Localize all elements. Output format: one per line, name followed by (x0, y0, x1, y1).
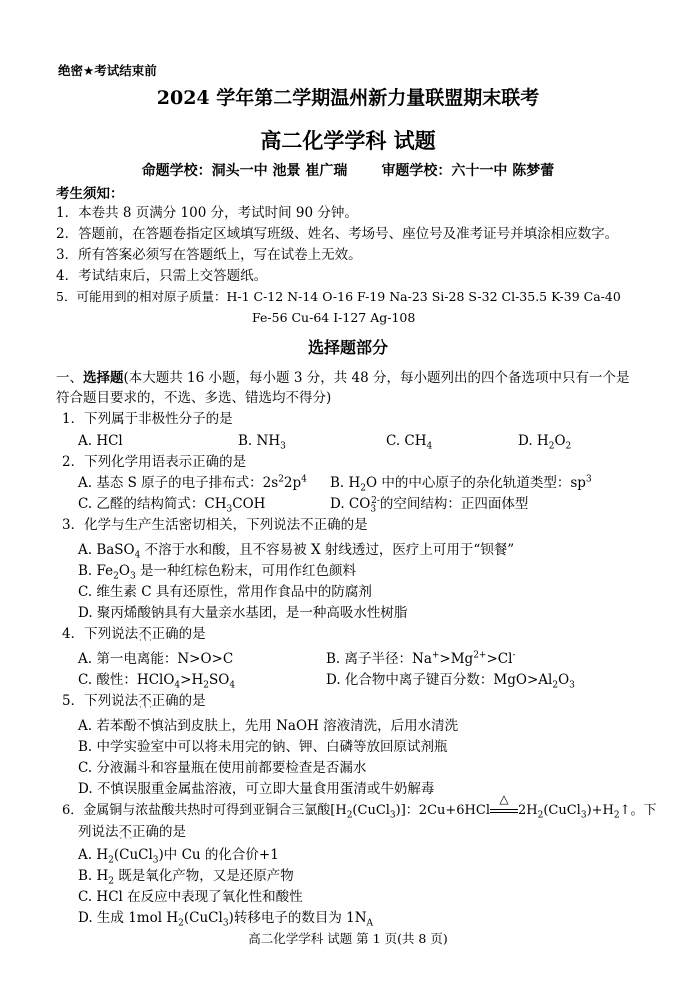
q3-option-d: D. 聚丙烯酸钠具有大量亲水基团，是一种高吸水性树脂 (78, 605, 408, 621)
q6-option-a: A. $H_2(CuCl_3)$中 Cu 的化合价+1 (78, 847, 279, 866)
notice-item-5-cont: Fe-56 Cu-64 I-127 Ag-108 (252, 310, 416, 325)
q6-option-c: C. HCl 在反应中表现了氧化性和酸性 (78, 889, 303, 905)
q1-option-a: A. HCl (78, 433, 123, 449)
q2-option-c: C. 乙醛的结构简式：$CH_3COH$ (78, 496, 266, 515)
q4-emphasis: 不正确 · · · (138, 625, 179, 643)
q6-stem: 6．金属铜与浓盐酸共热时可得到亚铜合三氯酸$[H_2(CuCl_3)]$：2Cu+6HCl △ $2H_2(CuCl_3)+H_2↑$。下 (62, 792, 657, 821)
notice-heading: 考生须知： (56, 186, 124, 202)
q1-stem: 1．下列属于非极性分子的是 (62, 411, 233, 427)
notice-item-2: 2．答题前，在答题卷指定区域填写班级、姓名、考场号、座位号及准考证号并填涂相应数字。 (56, 226, 619, 242)
q1-option-d: D. $H_2O_2$ (518, 433, 572, 452)
q5-emphasis: 不正确 · · · (138, 692, 179, 710)
notice-item-5: 5．可能用到的相对原子质量：H-1 C-12 N-14 O-16 F-19 Na-23 Si-28 S-32 Cl-35.5 K-39 Ca-40 (56, 289, 621, 304)
q4-stem: 4．下列说法不正确 · · ·的是 (62, 625, 206, 643)
q6-option-d: D. 生成 1mol $H_2(CuCl_3)$转移电子的数目为 $1N_A$ (78, 910, 374, 929)
q6-option-b: B. $H_2$ 既是氧化产物，又是还原产物 (78, 868, 294, 887)
q3-stem: 3．化学与生产生活密切相关，下列说法不正确的是 (62, 517, 368, 533)
part1-intro: 一、选择题(本大题共 16 小题，每小题 3 分，共 48 分，每小题列出的四个备选项中只有一个是 (56, 370, 630, 386)
exam-title: 2024 学年第二学期温州新力量联盟期末联考 (156, 87, 540, 109)
q4-option-d: D. 化合物中离子键百分数：$MgO>Al_2O_3$ (326, 672, 575, 691)
q1-option-b: B. $NH_3$ (238, 433, 286, 452)
q6-stem-cont: 列说法不正确 · · ·的是 (78, 823, 186, 841)
q3-option-c: C. 维生素 C 具有还原性，常用作食品中的防腐剂 (78, 584, 372, 600)
q4-option-a: A. 第一电离能：N>O>C (78, 651, 234, 667)
part1-bold: 选择题 (83, 370, 124, 386)
q2-option-d: D. $CO_3^{2-}$的空间结构：正四面体型 (330, 495, 529, 515)
q2-option-a: A. 基态 S 原子的电子排布式：$2s^22p^4$ (78, 474, 307, 491)
exam-subtitle: 高二化学学科 试题 (260, 128, 436, 153)
q5-stem: 5．下列说法不正确 · · ·的是 (62, 692, 206, 710)
q4-option-b: B. 离子半径：$Na^+>Mg^{2+}>Cl^-$ (326, 650, 516, 667)
q5-option-a: A. 若苯酚不慎沾到皮肤上，先用 NaOH 溶液清洗，后用水清洗 (78, 718, 459, 734)
author-left: 命题学校：洞头一中 池景 崔广瑞 (141, 163, 348, 179)
q6-emphasis: 不正确 · · · (119, 823, 160, 841)
q2-option-b: B. $H_2O$ 中的中心原子的杂化轨道类型：$sp^3$ (330, 474, 592, 494)
q3-option-b: B. $Fe_2O_3$ 是一种红棕色粉末，可用作红色颜料 (78, 563, 356, 582)
author-right: 审题学校：六十一中 陈梦蕾 (381, 163, 555, 179)
page-footer: 高二化学学科 试题 第 1 页(共 8 页) (248, 931, 448, 946)
q3-option-a: A. BaSO$_4$ 不溶于水和酸，且不容易被 X 射线透过，医疗上可用于“钡餐” (78, 542, 515, 561)
q1-option-c: C. $CH_4$ (386, 433, 433, 452)
secret-label: 绝密★考试结束前 (58, 63, 157, 78)
q5-option-c: C. 分液漏斗和容量瓶在使用前都要检查是否漏水 (78, 760, 367, 776)
q5-option-d: D. 不慎误服重金属盐溶液，可立即大量食用蛋清或牛奶解毒 (78, 781, 435, 797)
part1-intro-cont: 符合题目要求的，不选、多选、错选均不得分) (56, 390, 332, 406)
notice-item-4: 4．考试结束后，只需上交答题纸。 (56, 268, 268, 284)
q3-emphasis: 不正确 (300, 517, 341, 533)
notice-item-3: 3．所有答案必须写在答题纸上，写在试卷上无效。 (56, 247, 362, 263)
q2-stem: 2．下列化学用语表示正确的是 (62, 454, 247, 470)
section-title: 选择题部分 (307, 338, 388, 357)
heating-equals-sign: △ (490, 802, 518, 820)
q5-option-b: B. 中学实验室中可以将未用完的钠、钾、白磷等放回原试剂瓶 (78, 739, 448, 755)
notice-item-1: 1．本卷共 8 页满分 100 分，考试时间 90 分钟。 (56, 205, 358, 221)
authors-line (0, 162, 696, 180)
q4-option-c: C. 酸性：$HClO_4>H_2SO_4$ (78, 672, 236, 691)
